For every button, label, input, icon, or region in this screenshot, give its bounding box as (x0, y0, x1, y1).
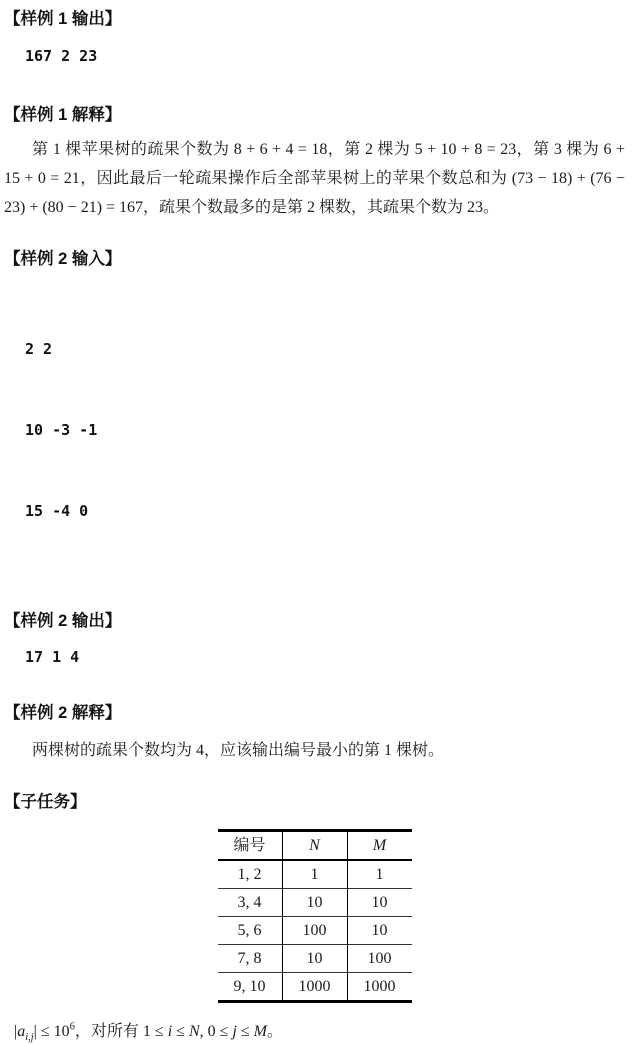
table-cell: 100 (347, 945, 412, 973)
code-sample2-input (25, 282, 625, 579)
paragraph-sample2-explanation: 两棵树的疏果个数均为 4，应该输出编号最小的第 1 棵树。 (32, 742, 445, 759)
heading-sample2-output: 【样例 2 输出】 (4, 612, 122, 630)
table-cell: 1 (347, 860, 412, 889)
table-cell: 100 (282, 917, 347, 945)
constraint-var-i: i (167, 1023, 173, 1040)
heading-sample1-output: 【样例 1 输出】 (4, 10, 122, 28)
constraint-line (14, 1020, 625, 1044)
heading-sample2-input: 【样例 2 输入】 (4, 250, 122, 268)
heading-sample1-explanation: 【样例 1 解释】 (4, 106, 122, 124)
subtask-col-n: N (282, 831, 347, 861)
code-line: 10 -3 -1 (25, 421, 98, 439)
heading-sample2-explanation: 【样例 2 解释】 (4, 704, 122, 722)
table-row (218, 860, 412, 889)
constraint-exponent: 6 (69, 1021, 75, 1033)
section-sample2-output (4, 610, 625, 671)
constraint-abs-open: | (14, 1023, 18, 1040)
table-cell: 10 (282, 889, 347, 917)
table-cell: 1 (282, 860, 347, 889)
heading-subtasks: 【子任务】 (4, 793, 87, 811)
section-subtasks (4, 791, 625, 1003)
section-sample1-output (4, 8, 625, 70)
constraint-rel2: ≤ (236, 1023, 254, 1040)
code-sample2-output: 17 1 4 (25, 648, 80, 666)
table-row (218, 945, 412, 973)
table-row (218, 889, 412, 917)
code-line: 2 2 (25, 340, 53, 358)
table-row (218, 917, 412, 945)
constraint-var-m: M (253, 1023, 267, 1040)
code-line: 15 -4 0 (25, 502, 89, 520)
table-cell: 1000 (282, 973, 347, 1002)
table-cell: 5, 6 (218, 917, 283, 945)
section-sample2-explanation (4, 702, 625, 765)
subtask-col-m: M (347, 831, 412, 861)
constraint-subscript: i,j (25, 1032, 34, 1044)
subtask-table (218, 829, 412, 1003)
table-cell: 10 (347, 917, 412, 945)
table-cell: 1, 2 (218, 860, 283, 889)
paragraph-sample1-explanation: 第 1 棵苹果树的疏果个数为 8 + 6 + 4 = 18，第 2 棵为 5 + 10 + 8 = 23，第 3 棵为 6 + 15 + 0 = 21，因此最后一轮疏果操作后全部苹果树上的苹果个数总和为 (73 − 18) + (76 − 23) + (80 − 21) = 167，疏果个数最多的是第 2 棵数，其疏果个数为 23。 (4, 141, 625, 216)
constraint-end: 。 (266, 1023, 283, 1040)
constraint-sep: , 0 ≤ (199, 1023, 233, 1040)
subtask-col-id: 编号 (218, 831, 283, 861)
table-cell: 3, 4 (218, 889, 283, 917)
constraint-mid-text: ，对所有 1 ≤ (74, 1023, 168, 1040)
table-row (218, 973, 412, 1002)
constraint-rel1: ≤ (172, 1023, 189, 1040)
constraint-var-a: a (17, 1023, 26, 1040)
constraint-abs-close-rel: | ≤ 10 (33, 1023, 70, 1040)
table-cell: 9, 10 (218, 973, 283, 1002)
constraint-var-n: N (188, 1023, 200, 1040)
section-sample2-input (4, 248, 625, 579)
table-cell: 7, 8 (218, 945, 283, 973)
table-cell: 10 (282, 945, 347, 973)
table-cell: 10 (347, 889, 412, 917)
subtask-table-header-row (218, 831, 412, 861)
table-cell: 1000 (347, 973, 412, 1002)
code-sample1-output: 167 2 23 (25, 47, 98, 65)
section-sample1-explanation (4, 104, 625, 222)
constraint-var-j: j (232, 1023, 237, 1040)
